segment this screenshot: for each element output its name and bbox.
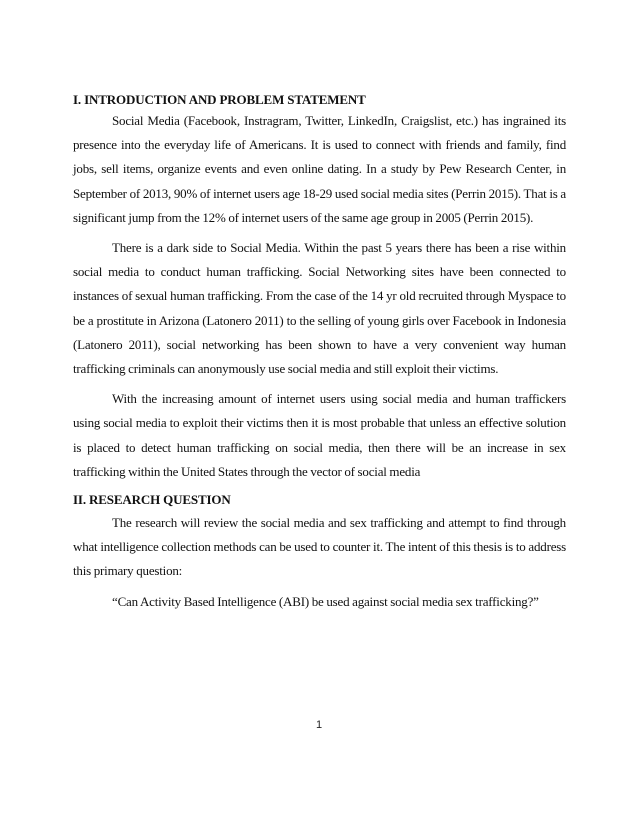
- page-number: 1: [315, 719, 323, 731]
- paragraph-problem-statement: With the increasing amount of internet users using social media and human traffickers using social media to exploit their victims then it is most probable that unless an effective solution is placed to detect human trafficking on social media, then there will be an increase in sex trafficking within the United States through the vector of social media: [73, 391, 566, 479]
- document-body: [73, 88, 566, 614]
- paragraph-social-media-intro: Social Media (Facebook, Instragram, Twitter, LinkedIn, Craigslist, etc.) has ingrained its presence into the everyday life of Americans. It is used to connect with friends and family, find jobs, sell items, organize events and even online dating. In a study by Pew Research Center, in September of 2013, 90% of internet users age 18-29 used social media sites (Perrin 2015). That is a significant jump from the 12% of internet users of the same age group in 2005 (Perrin 2015).: [73, 113, 566, 225]
- research-question-quote: “Can Activity Based Intelligence (ABI) be used against social media sex trafficking?”: [112, 593, 539, 609]
- paragraph-research-intent: The research will review the social media and sex trafficking and attempt to find through what intelligence collection methods can be used to counter it. The intent of this thesis is to address this primary question:: [73, 515, 566, 579]
- paragraph-dark-side: There is a dark side to Social Media. Within the past 5 years there has been a rise within social media to conduct human trafficking. Social Networking sites have been connected to instances of sexual human trafficking. From the case of the 14 yr old recruited through Myspace to be a prostitute in Arizona (Latonero 2011) to the selling of young girls over Facebook in Indonesia (Latonero 2011), social networking has been shown to have a very convenient way human trafficking criminals can anonymously use social media and still exploit their victims.: [73, 240, 566, 377]
- section-heading-research-question: II. RESEARCH QUESTION: [73, 492, 231, 508]
- section-heading-introduction: I. INTRODUCTION AND PROBLEM STATEMENT: [73, 92, 366, 107]
